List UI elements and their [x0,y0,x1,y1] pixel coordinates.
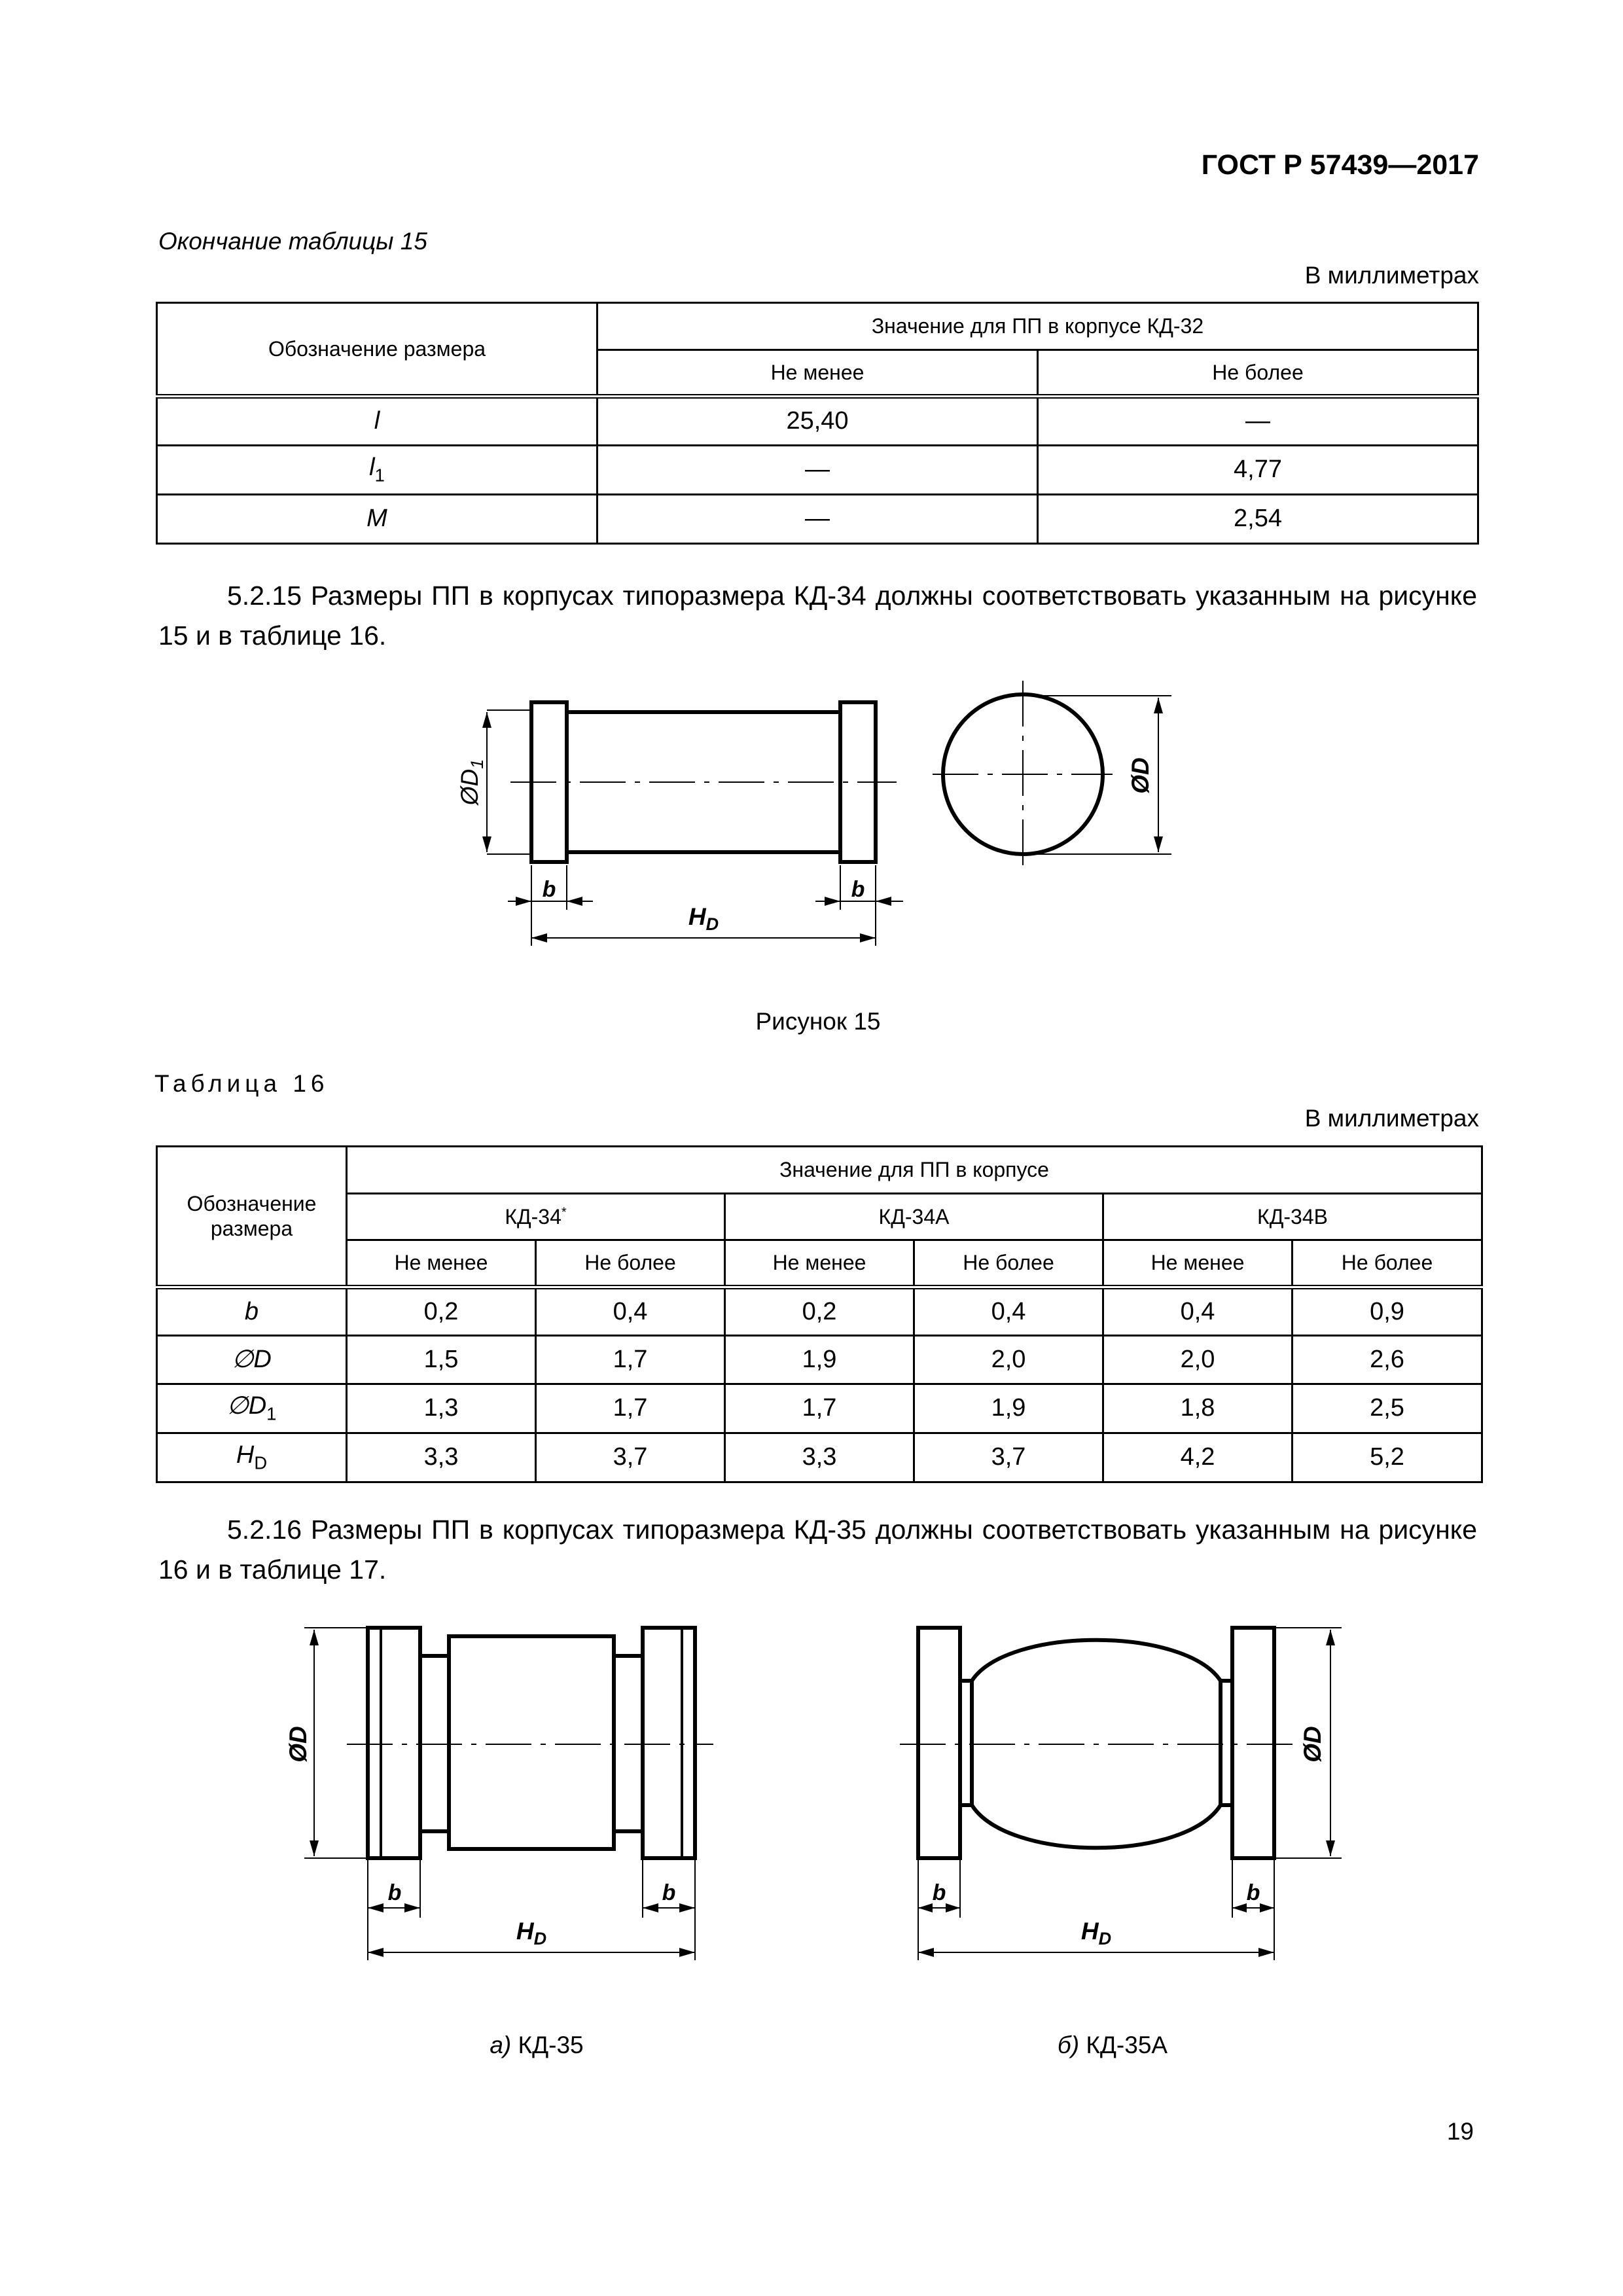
table16-units: В миллиметрах [1304,1105,1479,1132]
table15-sub-min: Не менее [597,350,1038,397]
table15-row-symbol: $l_1$ [157,446,597,495]
label-hd-b: $H_D$ [1080,1918,1112,1948]
table15-cell: 25,40 [597,397,1038,446]
table16-cell: 2,0 [914,1336,1103,1384]
table16-cell: 1,3 [347,1384,536,1433]
page-number: 19 [1446,2118,1474,2145]
table15-sub-max: Не более [1038,350,1478,397]
table16-row-symbol: b [157,1287,347,1336]
document-standard-number: ГОСТ Р 57439—2017 [1201,149,1479,181]
table16-cell: 0,4 [914,1287,1103,1336]
table16-group-header: Значение для ПП в корпусе [347,1147,1482,1194]
table15-units: В миллиметрах [1304,262,1479,289]
label-hd: $H_D$ [688,903,719,934]
table16-case-kd34v: КД-34В [1103,1194,1482,1240]
label-b-a-left: b [387,1880,402,1905]
figure16a-caption: а) КД-35 [490,2032,584,2058]
table16-sub-min: Не менее [725,1240,914,1287]
table16-cell: 1,9 [914,1384,1103,1433]
figure16b-kd35a [900,1628,1342,1960]
label-b-a-right: b [662,1880,676,1905]
table16-cell: 1,8 [1103,1384,1293,1433]
label-b-right: b [851,877,865,902]
table16-row-symbol: ∅D [157,1336,347,1384]
table16-cell: 3,3 [725,1433,914,1482]
table16-col-designation: Обозначение размера [157,1147,347,1287]
table15-cell: — [597,495,1038,544]
table16-cell: 5,2 [1293,1433,1482,1482]
table16-cell: 0,2 [725,1287,914,1336]
table15-cell: — [1038,397,1478,446]
paragraph-5-2-16: 5.2.16 Размеры ПП в корпусах типоразмера КД-35 должны соответствовать указанным на рисунке 16 и в таблице 17. [158,1515,1477,1585]
label-d1: $ØD_1$ [456,759,487,806]
table15-row-symbol: l [157,397,597,446]
label-hd-a: $H_D$ [516,1918,547,1948]
table15-cell: 2,54 [1038,495,1478,544]
table16-row-symbol: $H_D$ [157,1433,347,1482]
table16-case-kd34: КД-34* [347,1194,725,1240]
table16-cell: 1,7 [536,1384,725,1433]
figure15-caption: Рисунок 15 [755,1008,881,1035]
label-b-b-left: b [932,1880,946,1905]
table16-cell: 1,7 [725,1384,914,1433]
table16-cell: 0,9 [1293,1287,1482,1336]
figure16b-caption: б) КД-35А [1057,2032,1168,2058]
table16-cell: 2,0 [1103,1336,1293,1384]
table16-sub-min: Не менее [1103,1240,1293,1287]
table16-cell: 1,7 [536,1336,725,1384]
label-b-b-right: b [1246,1880,1260,1905]
table16-caption: Таблица 16 [154,1070,329,1097]
table16-cell: 3,7 [536,1433,725,1482]
table16-cell: 0,4 [1103,1287,1293,1336]
table16-cell: 2,5 [1293,1384,1482,1433]
table16-cell: 1,5 [347,1336,536,1384]
table15-row-symbol: M [157,495,597,544]
table16-cell: 2,6 [1293,1336,1482,1384]
table16-case-kd34a: КД-34А [725,1194,1103,1240]
table16-cell: 0,4 [536,1287,725,1336]
table16-cell: 4,2 [1103,1433,1293,1482]
table15-col-designation: Обозначение размера [157,303,597,397]
table15-cell: 4,77 [1038,446,1478,495]
label-d-b: ØD [1299,1726,1326,1763]
table16-sub-max: Не более [1293,1240,1482,1287]
table16-row-symbol: $\emptyset D_1$ [157,1384,347,1433]
table16-cell: 1,9 [725,1336,914,1384]
table16-sub-max: Не более [536,1240,725,1287]
table16-sub-min: Не менее [347,1240,536,1287]
table15-cell: — [597,446,1038,495]
paragraph-5-2-15: 5.2.15 Размеры ПП в корпусах типоразмера КД-34 должны соответствовать указанным на рисунке 15 и в таблице 16. [158,581,1477,651]
label-d-a: ØD [285,1726,312,1763]
table16-cell: 0,2 [347,1287,536,1336]
table16-sub-max: Не более [914,1240,1103,1287]
table15-caption: Окончание таблицы 15 [158,228,427,255]
table16-cell: 3,7 [914,1433,1103,1482]
table15-group-header: Значение для ПП в корпусе КД-32 [597,303,1478,350]
label-d: ØD [1127,757,1154,794]
table16-cell: 3,3 [347,1433,536,1482]
label-b-left: b [542,877,556,902]
